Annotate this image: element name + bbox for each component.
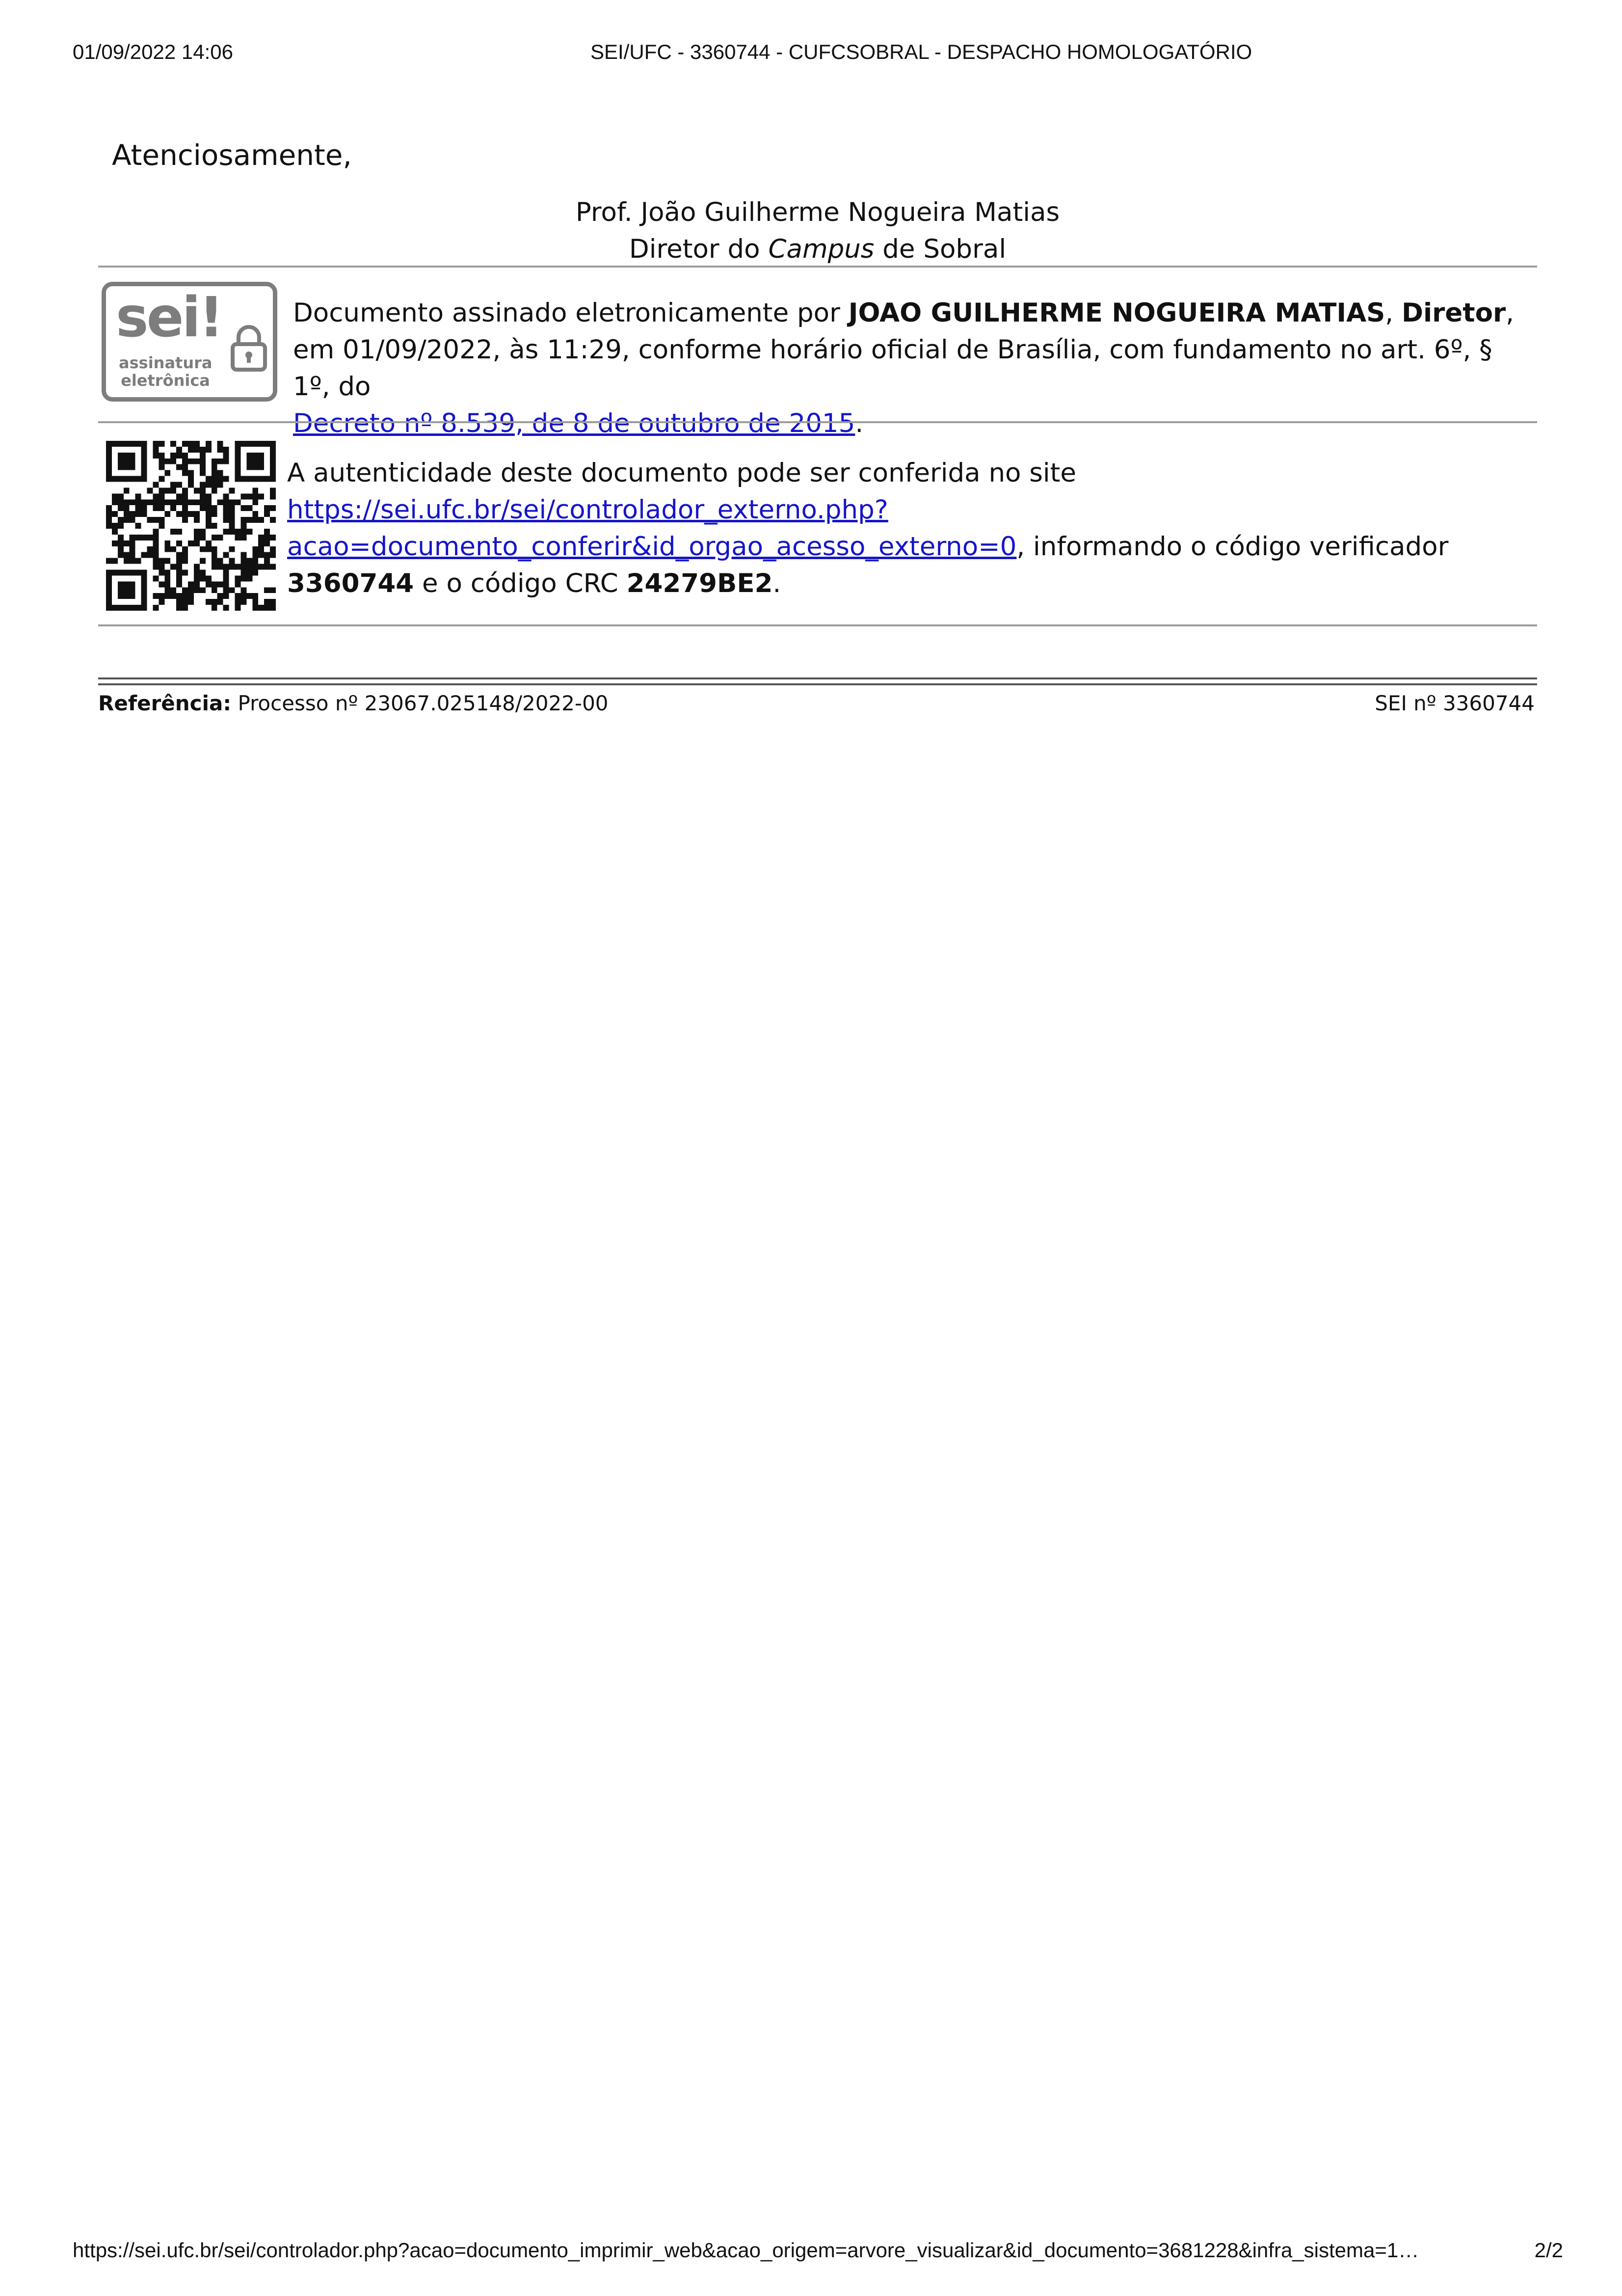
authenticity-and-crc: e o código CRC: [414, 568, 627, 598]
reference-rule-top: [98, 677, 1537, 679]
verifier-code: 3360744: [287, 568, 414, 598]
reference-label: Referência:: [98, 691, 232, 715]
sei-seal-subtitle: [119, 354, 212, 389]
signer-role-campus: Campus: [768, 234, 875, 264]
process-reference: [98, 691, 609, 715]
sei-seal-logo: sei!: [116, 286, 222, 350]
reference-rule-bottom: [98, 683, 1537, 685]
authenticity-block: [98, 423, 1537, 624]
signature-signer-role: Diretor: [1402, 298, 1506, 328]
authenticity-prefix: A autenticidade deste documento pode ser conferida no site: [287, 458, 1077, 488]
verification-url-link[interactable]: [287, 495, 1016, 562]
signer-role: [98, 231, 1537, 268]
separator-rule: [98, 266, 1537, 268]
signature-comma: ,: [1385, 298, 1402, 328]
signature-statement: [293, 295, 1520, 442]
print-datetime: 01/09/2022 14:06: [73, 40, 233, 63]
print-footer-url: https://sei.ufc.br/sei/controlador.php?acao=documento_imprimir_web&acao_origem=arvore_visualizar&id_documento=3681228&infra_sistema=1…: [73, 2239, 1419, 2262]
signer-role-suffix: de Sobral: [874, 234, 1007, 264]
sei-document-number: SEI nº 3360744: [1375, 691, 1535, 715]
signer-block: [98, 194, 1537, 268]
signature-period: .: [855, 408, 864, 438]
padlock-icon: [230, 324, 268, 372]
signature-signer-name: JOAO GUILHERME NOGUEIRA MATIAS: [848, 298, 1385, 328]
electronic-signature-block: [98, 273, 1537, 438]
signature-prefix: Documento assinado eletronicamente por: [293, 298, 849, 328]
authenticity-period: .: [772, 568, 781, 598]
qr-code: [106, 441, 276, 611]
authenticity-statement: [287, 455, 1534, 602]
separator-rule: [98, 624, 1537, 626]
authenticity-middle: , informando o código verificador: [1016, 532, 1449, 562]
decree-link[interactable]: Decreto nº 8.539, de 8 de outubro de 2015: [293, 408, 855, 438]
sei-signature-seal: [102, 282, 277, 402]
verification-url-line-1: https://sei.ufc.br/sei/controlador_externo.php?: [287, 495, 888, 525]
signature-body: , em 01/09/2022, às 11:29, conforme horário oficial de Brasília, com fundamento no art. 6º, § 1º, do: [293, 298, 1514, 402]
crc-code: 24279BE2: [626, 568, 773, 598]
signer-name: Prof. João Guilherme Nogueira Matias: [575, 197, 1060, 227]
reference-process-number: Processo nº 23067.025148/2022-00: [231, 691, 609, 715]
verification-url-line-2: acao=documento_conferir&id_orgao_acesso_externo=0: [287, 532, 1017, 562]
sei-seal-subtitle-line-1: assinatura: [119, 353, 213, 372]
print-page-number: 2/2: [1534, 2239, 1563, 2262]
signer-role-prefix: Diretor do: [629, 234, 769, 264]
sei-seal-subtitle-line-2: eletrônica: [121, 371, 210, 390]
letter-greeting: Atenciosamente,: [112, 138, 352, 172]
print-title: SEI/UFC - 3360744 - CUFCSOBRAL - DESPACHO HOMOLOGATÓRIO: [590, 40, 1252, 63]
